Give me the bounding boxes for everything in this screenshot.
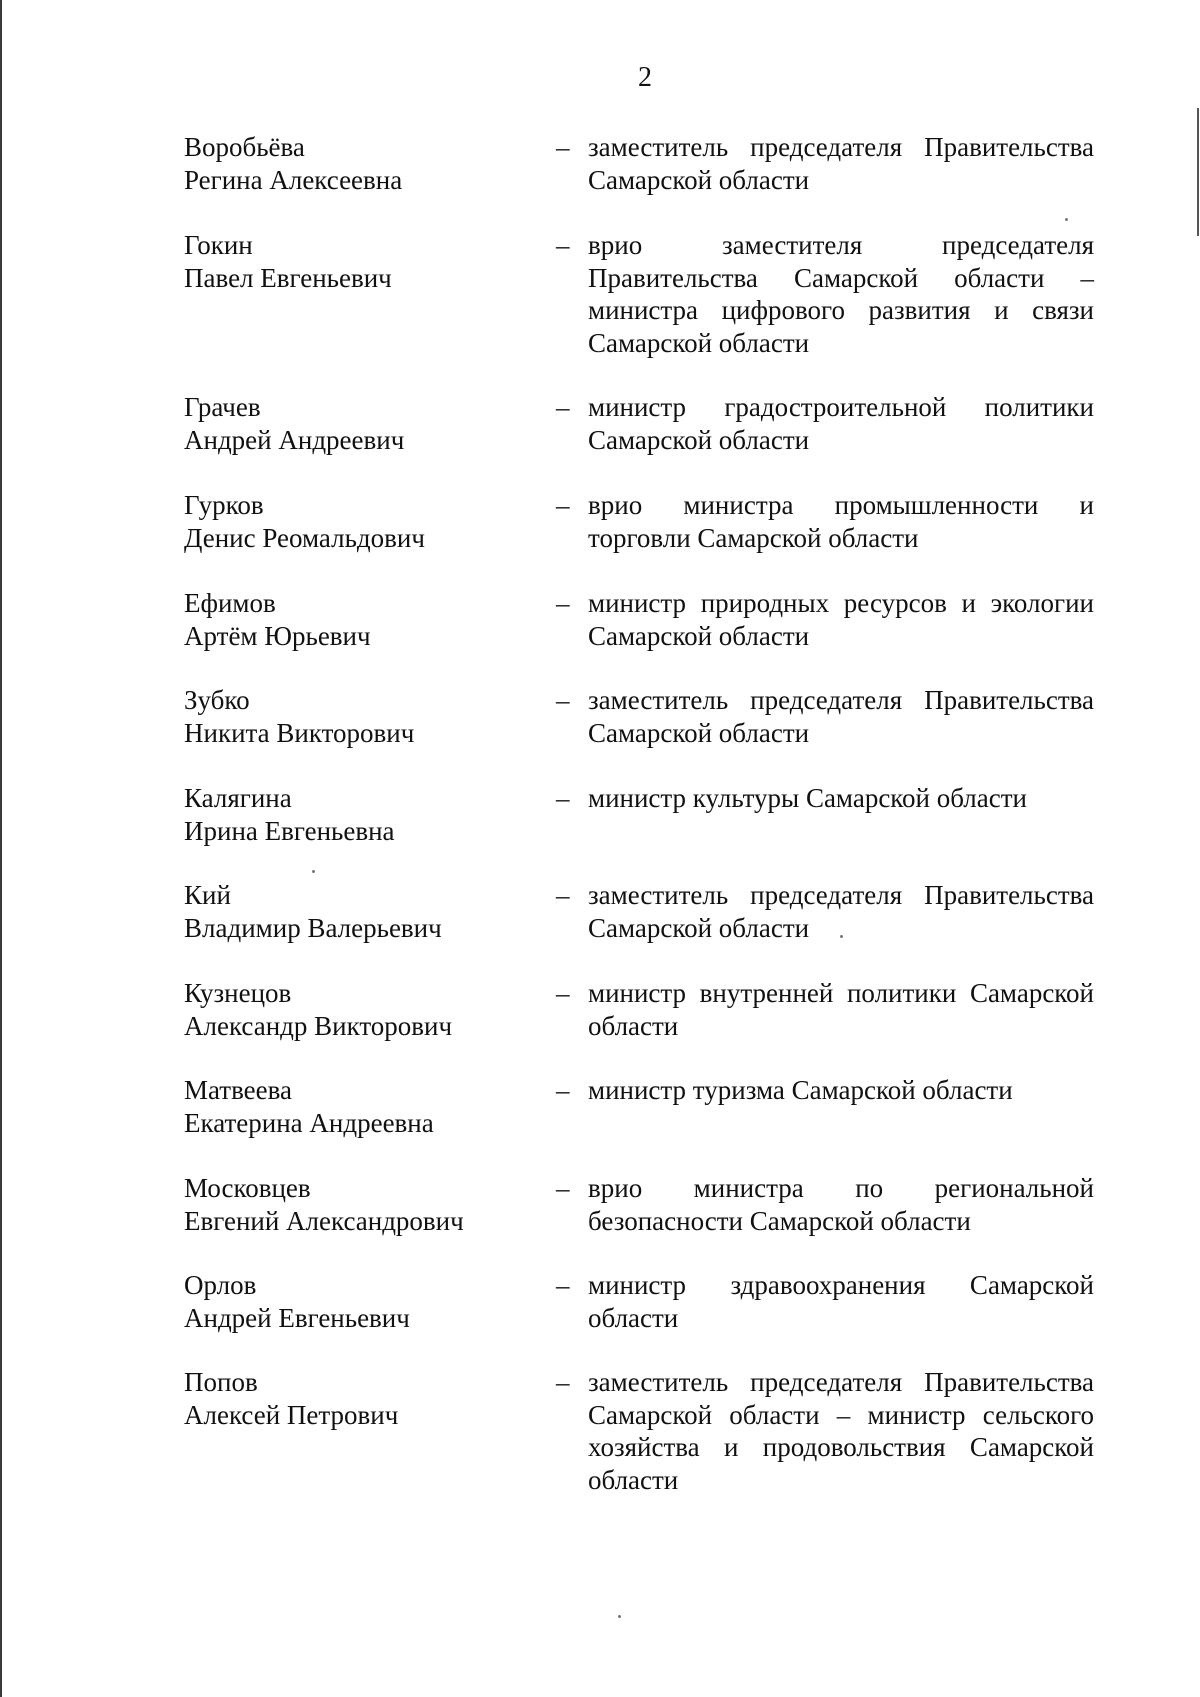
dash-separator: – — [556, 392, 570, 422]
member-position: врио министра по региональной безопасности Самарской области — [588, 1173, 1094, 1236]
member-given-names: Никита Викторович — [184, 717, 415, 748]
member-surname: Гокин — [184, 230, 253, 260]
member-name — [184, 391, 524, 456]
member-surname: Гурков — [184, 490, 264, 520]
member-given-names: Владимир Валерьевич — [184, 912, 442, 943]
member-name — [184, 1074, 524, 1139]
member-name — [184, 684, 524, 749]
member-position: министр внутренней политики Самарской области — [588, 978, 1094, 1041]
member-surname: Зубко — [184, 685, 250, 715]
dash-separator: – — [556, 1173, 570, 1203]
dash-separator: – — [556, 978, 570, 1008]
dash-separator: – — [556, 588, 570, 618]
member-given-names: Евгений Александрович — [184, 1205, 464, 1236]
member-surname: Орлов — [184, 1270, 257, 1300]
member-given-names: Андрей Андреевич — [184, 424, 405, 455]
member-given-names: Александр Викторович — [184, 1010, 453, 1041]
member-position: заместитель председателя Правительства Самарской области — [588, 685, 1094, 748]
member-surname: Ефимов — [184, 588, 276, 618]
member-surname: Попов — [184, 1367, 258, 1397]
member-name — [184, 1172, 524, 1237]
member-position: заместитель председателя Правительства Самарской области — [588, 132, 1094, 195]
member-surname: Матвеева — [184, 1075, 293, 1105]
dash-separator: – — [556, 685, 570, 715]
dash-separator: – — [556, 1367, 570, 1397]
member-surname: Московцев — [184, 1173, 311, 1203]
dash-separator: – — [556, 230, 570, 260]
member-name — [184, 977, 524, 1042]
member-surname: Воробьёва — [184, 132, 305, 162]
dash-separator: – — [556, 1270, 570, 1300]
member-position: министр здравоохранения Самарской области — [588, 1270, 1094, 1333]
member-given-names: Денис Реомальдович — [184, 522, 425, 553]
member-name — [184, 879, 524, 944]
member-name — [184, 782, 524, 847]
member-name — [184, 1366, 524, 1431]
dash-separator: – — [556, 490, 570, 520]
member-given-names: Павел Евгеньевич — [184, 262, 392, 293]
member-position: врио министра промышленности и торговли Самарской области — [588, 490, 1094, 553]
member-surname: Кий — [184, 880, 231, 910]
member-position: министр природных ресурсов и экологии Самарской области — [588, 588, 1094, 651]
member-given-names: Ирина Евгеньевна — [184, 815, 395, 846]
member-position: министр туризма Самарской области — [588, 1075, 1013, 1105]
dash-separator: – — [556, 880, 570, 910]
member-given-names: Алексей Петрович — [184, 1399, 399, 1430]
member-surname: Кузнецов — [184, 978, 292, 1008]
member-position: заместитель председателя Правительства Самарской области — [588, 880, 1094, 943]
dash-separator: – — [556, 132, 570, 162]
member-given-names: Артём Юрьевич — [184, 620, 371, 651]
member-given-names: Регина Алексеевна — [184, 164, 403, 195]
member-given-names: Андрей Евгеньевич — [184, 1302, 410, 1333]
member-position: заместитель председателя Правительства Самарской области – министр сельского хозяйства и продовольствия Самарской области — [588, 1367, 1094, 1495]
member-name — [184, 489, 524, 554]
dash-separator: – — [556, 1075, 570, 1105]
member-position: врио заместителя председателя Правительства Самарской области – министра цифрового развития и связи Самарской области — [588, 230, 1094, 358]
member-name — [184, 229, 524, 294]
member-position: министр культуры Самарской области — [588, 783, 1028, 813]
member-given-names: Екатерина Андреевна — [184, 1107, 434, 1138]
page-number: 2 — [638, 62, 652, 93]
member-name — [184, 1269, 524, 1334]
dash-separator: – — [556, 783, 570, 813]
member-name — [184, 131, 524, 196]
member-surname: Калягина — [184, 783, 292, 813]
member-position: министр градостроительной политики Самарской области — [588, 392, 1094, 455]
member-name — [184, 587, 524, 652]
member-surname: Грачев — [184, 392, 261, 422]
